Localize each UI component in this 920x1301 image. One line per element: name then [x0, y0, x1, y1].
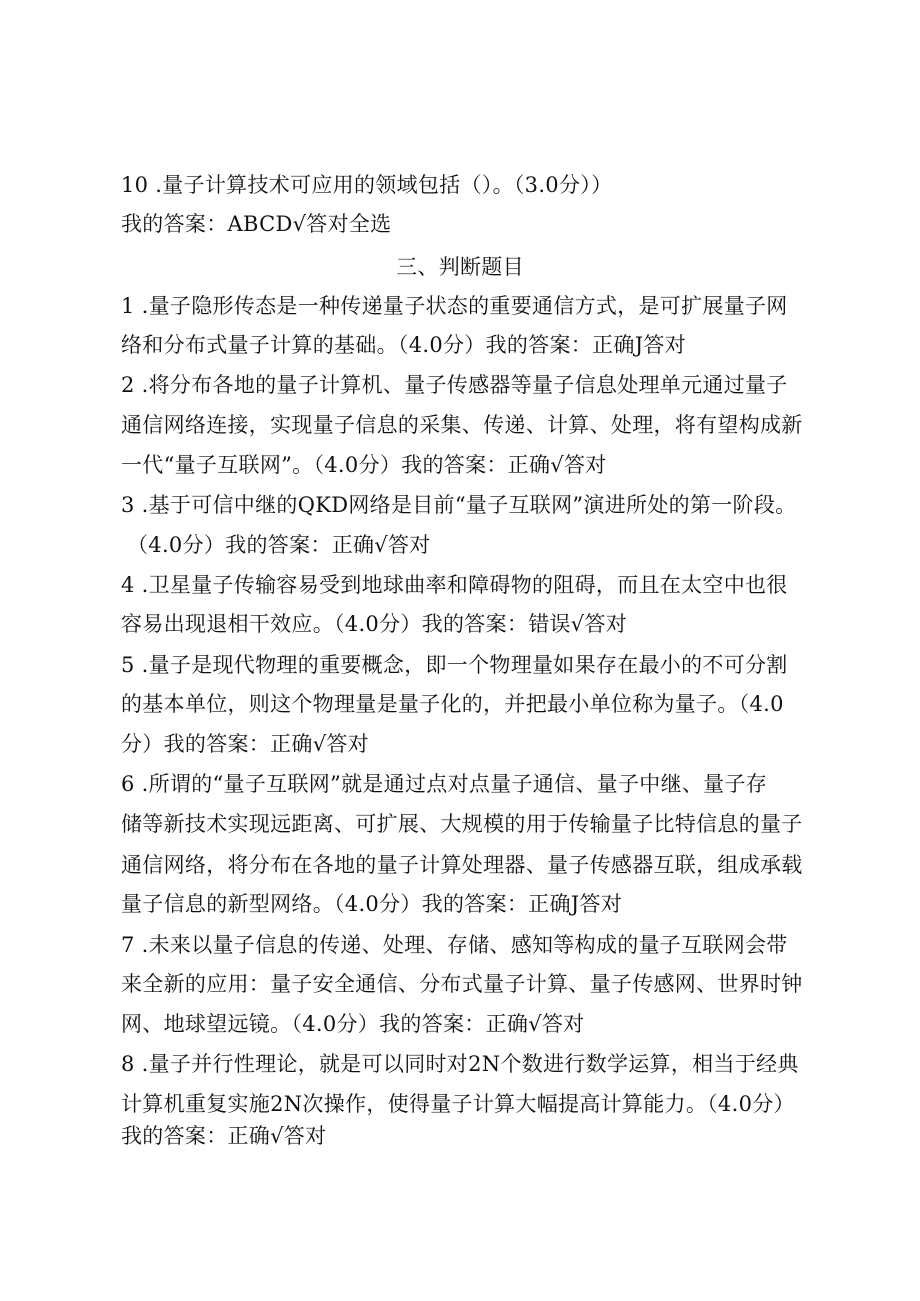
tf-q4-line1: 4 .卫星量子传输容易受到地球曲率和障碍物的阻碍，而且在太空中也很: [121, 573, 788, 597]
q10-answer: 我的答案：ABCD√答对全选: [121, 212, 392, 236]
tf-q1-line2: 络和分布式量子计算的基础。（4.0分）我的答案：正确J答对: [121, 333, 687, 357]
tf-q7-line1: 7 .未来以量子信息的传递、处理、存储、感知等构成的量子互联网会带: [121, 933, 788, 957]
tf-q5-line2: 的基本单位，则这个物理量是量子化的，并把最小单位称为量子。（4.0: [121, 692, 784, 716]
tf-q3-line1: 3 .基于可信中继的QKD网络是目前“量子互联网”演进所处的第一阶段。: [121, 493, 797, 517]
tf-q7-line2: 来全新的应用：量子安全通信、分布式量子计算、量子传感网、世界时钟: [121, 972, 803, 996]
q10-stem: 10 .量子计算技术可应用的领域包括（）。（3.0分））: [121, 173, 613, 197]
tf-q8-line1: 8 .量子并行性理论，就是可以同时对2N个数进行数学运算，相当于经典: [121, 1052, 799, 1076]
tf-q8-line3: 我的答案：正确√答对: [121, 1124, 327, 1148]
tf-q2-line2: 通信网络连接，实现量子信息的采集、传递、计算、处理，将有望构成新: [121, 413, 803, 437]
tf-q6-line1: 6 .所谓的“量子互联网”就是通过点对点量子通信、量子中继、量子存: [121, 772, 768, 796]
tf-q6-line3: 通信网络，将分布在各地的量子计算处理器、量子传感器互联，组成承载: [121, 853, 803, 877]
tf-q5-line1: 5 .量子是现代物理的重要概念，即一个物理量如果存在最小的不可分割: [121, 653, 788, 677]
tf-q7-line3: 网、地球望远镜。（4.0分）我的答案：正确√答对: [121, 1012, 585, 1036]
tf-q2-line1: 2 .将分布各地的量子计算机、量子传感器等量子信息处理单元通过量子: [121, 373, 788, 397]
tf-q1-line1: 1 .量子隐形传态是一种传递量子状态的重要通信方式，是可扩展量子网: [121, 294, 788, 318]
tf-q2-line3: 一代“量子互联网”。（4.0分）我的答案：正确√答对: [121, 453, 607, 477]
tf-q8-line2: 计算机重复实施2N次操作，使得量子计算大幅提高计算能力。（4.0分）: [121, 1092, 795, 1116]
tf-q6-line2: 储等新技术实现远距离、可扩展、大规模的用于传输量子比特信息的量子: [121, 812, 803, 836]
tf-q3-line2: （4.0分）我的答案：正确√答对: [127, 533, 431, 557]
tf-q5-line3: 分）我的答案：正确√答对: [121, 732, 369, 756]
tf-q6-line4: 量子信息的新型网络。（4.0分）我的答案：正确J答对: [121, 892, 623, 916]
section-heading: 三、判断题目: [396, 255, 524, 279]
tf-q4-line2: 容易出现退相干效应。（4.0分）我的答案：错误√答对: [121, 612, 628, 636]
